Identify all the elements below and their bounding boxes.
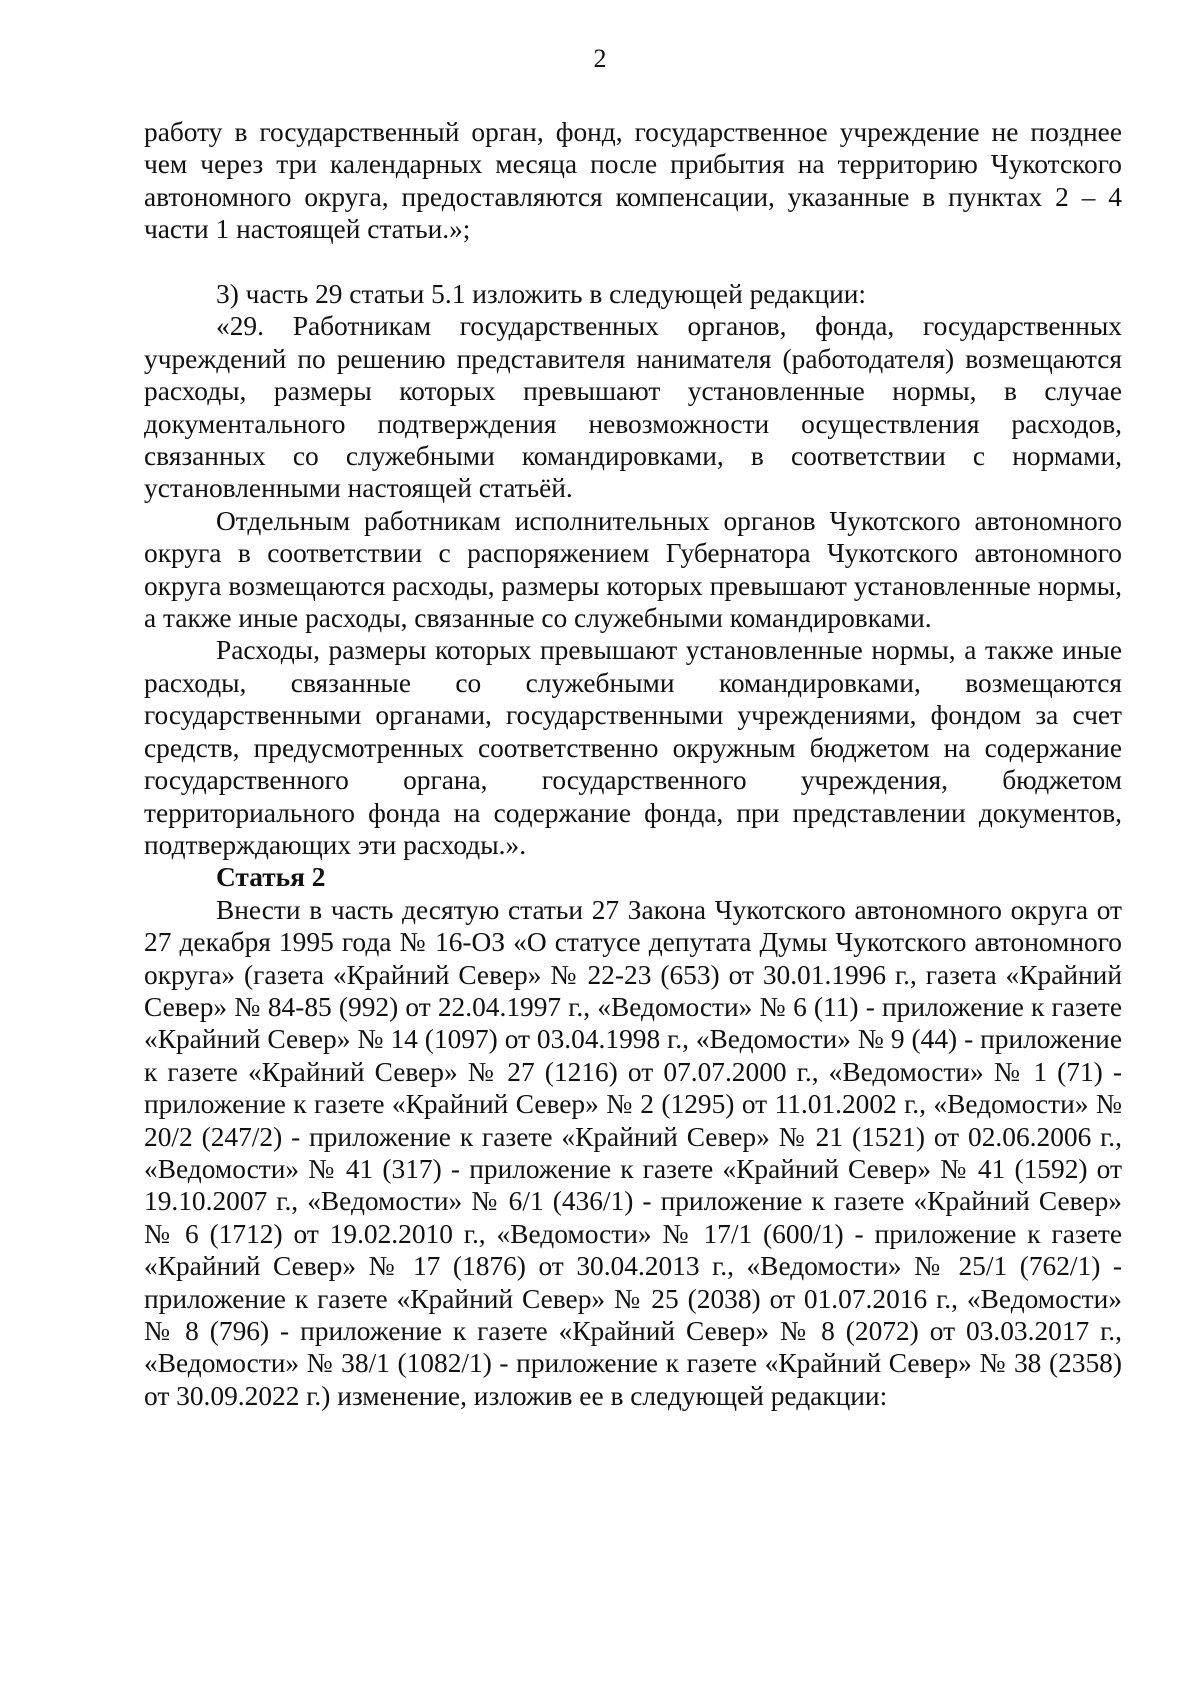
page-number: 2 (593, 44, 607, 73)
paragraph-part-29: «29. Работникам государственных органов, фонда, государственных учреждений по решению представителя нанимателя (работодателя) возмещаются расходы, размеры которых превышают установленные нормы, в случае документального подтверждения невозможности осуществления расходов, связанных со служебными командировками, в соответствии с нормами, установленными настоящей статьёй. (144, 311, 1122, 504)
paragraph-continuation: работу в государственный орган, фонд, государственное учреждение не позднее чем через три календарных месяца после прибытия на территорию Чукотского автономного округа, предоставляются компенсации, указанные в пунктах 2 – 4 части 1 настоящей статьи.»; (144, 117, 1122, 245)
article-heading: Статья 2 (216, 862, 326, 893)
paragraph-governor-order: Отдельным работникам исполнительных органов Чукотского автономного округа в соответствии с распоряжением Губернатора Чукотского автономного округа возмещаются расходы, размеры которых превышают установленные нормы, а также иные расходы, связанные со служебными командировками. (144, 505, 1122, 634)
paragraph-expenses-funding: Расходы, размеры которых превышают установленные нормы, а также иные расходы, связанные со служебными командировками, возмещаются государственными органами, государственными учреждениями, фондом за счет средств, предусмотренных соответственно окружным бюджетом на содержание государственного органа, государственного учреждения, бюджетом территориального фонда на содержание фонда, при представлении документов, подтверждающих эти расходы.». (144, 635, 1122, 860)
paragraph-item-3: 3) часть 29 статьи 5.1 изложить в следующей редакции: (216, 279, 867, 310)
paragraph-article-2-text: Внести в часть десятую статьи 27 Закона Чукотского автономного округа от 27 декабря 1995 года № 16-ОЗ «О статусе депутата Думы Чукотского автономного округа» (газета «Крайний Север» № 22-23 (653) от 30.01.1996 г., газета «Крайний Север» № 84-85 (992) от 22.04.1997 г., «Ведомости» № 6 (11) - приложение к газете «Крайний Север» № 14 (1097) от 03.04.1998 г., «Ведомости» № 9 (44) - приложение к газете «Крайний Север» № 27 (1216) от 07.07.2000 г., «Ведомости» № 1 (71) - приложение к газете «Крайний Север» № 2 (1295) от 11.01.2002 г., «Ведомости» № 20/2 (247/2) - приложение к газете «Крайний Север» № 21 (1521) от 02.06.2006 г., «Ведомости» № 41 (317) - приложение к газете «Крайний Север» № 41 (1592) от 19.10.2007 г., «Ведомости» № 6/1 (436/1) - приложение к газете «Крайний Север» № 6 (1712) от 19.02.2010 г., «Ведомости» № 17/1 (600/1) - приложение к газете «Крайний Север» № 17 (1876) от 30.04.2013 г., «Ведомости» № 25/1 (762/1) - приложение к газете «Крайний Север» № 25 (2038) от 01.07.2016 г., «Ведомости» № 8 (796) - приложение к газете «Крайний Север» № 8 (2072) от 03.03.2017 г., «Ведомости» № 38/1 (1082/1) - приложение к газете «Крайний Север» № 38 (2358) от 30.09.2022 г.) изменение, изложив ее в следующей редакции: (144, 894, 1122, 1411)
document-body (144, 116, 1122, 1412)
